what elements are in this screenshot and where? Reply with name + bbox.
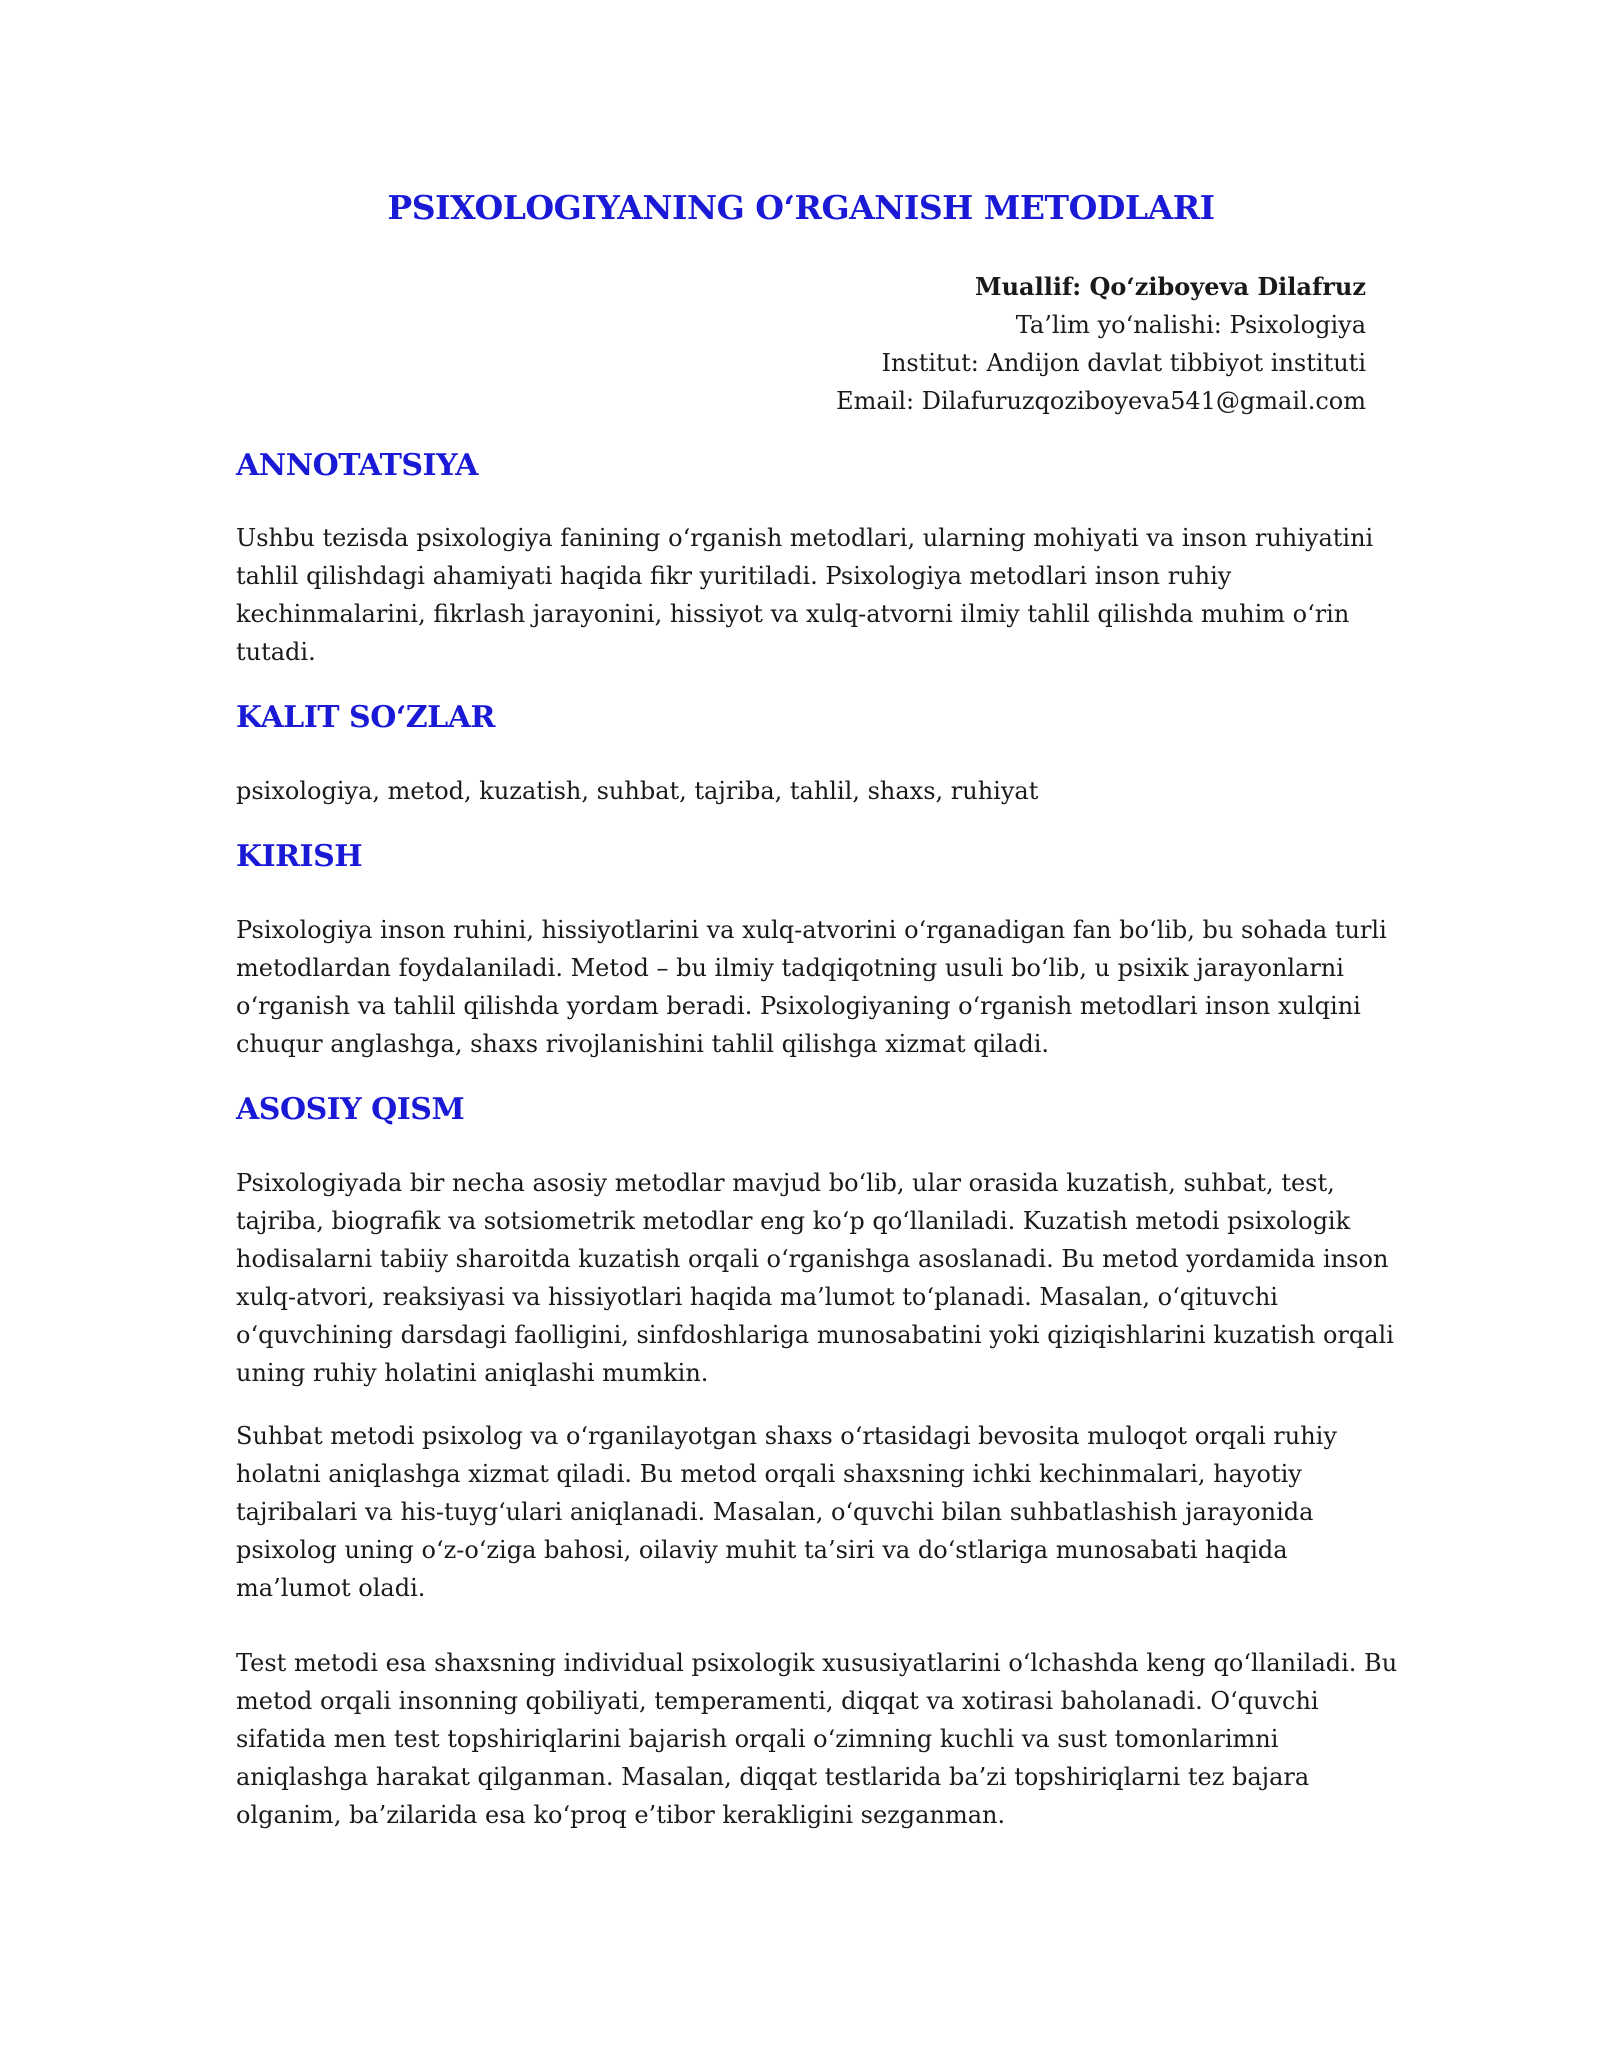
main-line: Test metodi esa shaxsning individual psixologik xususiyatlarini o‘lchashda keng qo‘llaniladi. Bu — [236, 1649, 1398, 1677]
main-line: tajriba, biografik va sotsiometrik metodlar eng ko‘p qo‘llaniladi. Kuzatish metodi psixologik — [236, 1207, 1351, 1235]
keywords-heading: KALIT SO‘ZLAR — [236, 700, 495, 735]
main-line: uning ruhiy holatini aniqlashi mumkin. — [236, 1359, 709, 1387]
main-line: psixolog uning o‘z-o‘ziga bahosi, oilaviy muhit ta’siri va do‘stlariga munosabati haqida — [236, 1536, 1288, 1564]
annotation-line: tahlil qilishdagi ahamiyati haqida fikr yuritiladi. Psixologiya metodlari inson ruhiy — [236, 562, 1232, 590]
annotation-line: tutadi. — [236, 638, 316, 666]
main-line: metod orqali insonning qobiliyati, temperamenti, diqqat va xotirasi baholanadi. O‘quvchi — [236, 1687, 1319, 1715]
main-line: tajribalari va his-tuyg‘ulari aniqlanadi. Masalan, o‘quvchi bilan suhbatlashish jarayonida — [236, 1498, 1314, 1526]
introduction-heading: KIRISH — [236, 839, 363, 874]
annotation-text — [236, 519, 1374, 671]
document-title: PSIXOLOGIYANING O‘RGANISH METODLARI — [387, 188, 1215, 227]
main-line: holatni aniqlashga xizmat qiladi. Bu metod orqali shaxsning ichki kechinmalari, hayotiy — [236, 1460, 1302, 1488]
introduction-text — [236, 911, 1387, 1063]
main-paragraph — [236, 1644, 1398, 1834]
main-line: o‘quvchining darsdagi faolligini, sinfdoshlariga munosabatini yoki qiziqishlarini kuzatish orqali — [236, 1321, 1394, 1349]
main-line: olganim, ba’zilarida esa ko‘proq e’tibor kerakligini sezganman. — [236, 1801, 1006, 1829]
keywords-line: psixologiya, metod, kuzatish, suhbat, tajriba, tahlil, shaxs, ruhiyat — [236, 777, 1039, 805]
author-name: Muallif: Qo‘ziboyeva Dilafruz — [975, 272, 1366, 301]
main-line: Suhbat metodi psixolog va o‘rganilayotgan shaxs o‘rtasidagi bevosita muloqot orqali ruhiy — [236, 1422, 1337, 1450]
main-line: xulq-atvori, reaksiyasi va hissiyotlari haqida ma’lumot to‘planadi. Masalan, o‘qituvchi — [236, 1283, 1278, 1311]
keywords-text — [236, 772, 1366, 810]
author-institute: Institut: Andijon davlat tibbiyot instituti — [881, 349, 1366, 377]
main-line: sifatida men test topshiriqlarini bajarish orqali o‘zimning kuchli va sust tomonlarimni — [236, 1725, 1279, 1753]
annotation-heading: ANNOTATSIYA — [236, 448, 478, 483]
author-email: Email: Dilafuruzqoziboyeva541@gmail.com — [836, 387, 1366, 415]
main-heading: ASOSIY QISM — [236, 1092, 465, 1127]
main-line: hodisalarni tabiiy sharoitda kuzatish orqali o‘rganishga asoslanadi. Bu metod yordamida inson — [236, 1245, 1389, 1273]
main-line: ma’lumot oladi. — [236, 1574, 426, 1602]
annotation-line: kechinmalarini, fikrlash jarayonini, hissiyot va xulq-atvorni ilmiy tahlil qilishda muhim o‘rin — [236, 600, 1350, 628]
main-line: aniqlashga harakat qilganman. Masalan, diqqat testlarida ba’zi topshiriqlarni tez bajara — [236, 1763, 1310, 1791]
introduction-line: chuqur anglashga, shaxs rivojlanishini tahlil qilishga xizmat qiladi. — [236, 1030, 1049, 1058]
author-info — [836, 268, 1366, 420]
author-direction: Ta’lim yo‘nalishi: Psixologiya — [1015, 311, 1366, 339]
introduction-line: Psixologiya inson ruhini, hissiyotlarini va xulq-atvorini o‘rganadigan fan bo‘lib, bu sohada turli — [236, 916, 1387, 944]
main-paragraph — [236, 1164, 1394, 1392]
annotation-line: Ushbu tezisda psixologiya fanining o‘rganish metodlari, ularning mohiyati va inson ruhiyatini — [236, 524, 1374, 552]
introduction-line: metodlardan foydalaniladi. Metod – bu ilmiy tadqiqotning usuli bo‘lib, u psixik jarayonlarni — [236, 954, 1344, 982]
main-line: Psixologiyada bir necha asosiy metodlar mavjud bo‘lib, ular orasida kuzatish, suhbat, test, — [236, 1169, 1335, 1197]
introduction-line: o‘rganish va tahlil qilishda yordam beradi. Psixologiyaning o‘rganish metodlari inson xulqini — [236, 992, 1361, 1020]
main-paragraph — [236, 1417, 1366, 1607]
